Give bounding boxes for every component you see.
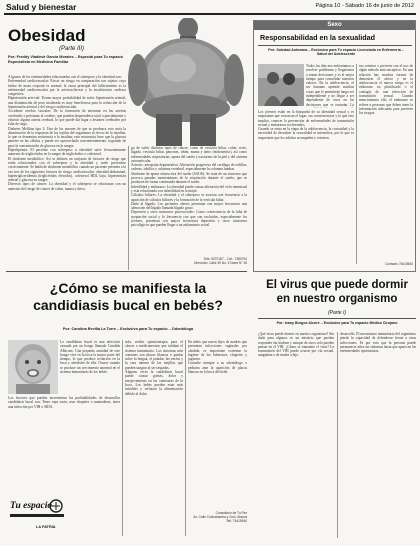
obesidad-col2: go de sufrir distintos tipos de cáncer, como de vesícula biliar, colon, recto, hígado, vesícula biliar, páncreas, riñón, mama y útero (endometrio), así como enfermedades respiratorias, apnea del sueño y trastornos de la piel y del sistema osteoarticular. Artrosis: artropatía degenerativa: Alteración progresiva del cartílago de rodillas, caderas, tobillos y columna vertebral, especialmente la columna lumbar. Síndrome de apnea obstructiva del sueño (SAOS): Se trata de un trastorno que provoca paradas momentáneas de la respiración durante el sueño, que se producen de forma continuada durante el sueño. Infertilidad y embarazo: La obesidad puede causar alteración del ciclo menstrual y esta relacionada con infertilidad en la mujer. Cálculos biliares: La obesidad y el sobrepeso se asocian con frecuencia a la aparición de cálculos biliares y la formación de la vesícula biliar. Daño al hígado: Los pacientes obesos presentan con mayor frecuencia una alteración del hígado llamada hígado graso. Depresión y otros trastornos psicosociales: Como consecuencia de la falta de aceptación social y la frecuencia con que son excluidos, especialmente los jóvenes, presentan con mayor frecuencia depresión y otros trastornos psicológicos que pueden llegar a un aislamiento social. (131, 146, 247, 228)
candidiasis-col1-top: La candidiasis bucal es una infección causada por un hongo llamado Candida Albicans. Una pequeña cantidad de este hongo vive en la boca la mayor parte del tiempo, lo que produce irritación en la boca y alrededor de ella. Ocurre cuando se produce un crecimiento anormal en el sistema inmunitario de los bebés. (60, 340, 120, 375)
vih-title: El virus que puede dormir en nuestro organismo (266, 279, 408, 305)
obesidad-part: (Parte III) (59, 46, 85, 52)
sexo-tag: Sexo (254, 21, 415, 30)
column-divider (337, 332, 338, 538)
candidiasis-title: ¿Cómo se manifiesta la candidiasis bucal en bebés? (33, 280, 223, 313)
candidiasis-col3: En niños que nacen hijos de madres que presentan infecciones vaginales por cándida, es importante extremar la higiene de los biberones, chupetes y juguetes. Consulte siempre a su odontólogo o pediatra ante la aparición de placas blancas en la boca del bebé. (188, 340, 247, 375)
logo-tagline: LA PATRIA (36, 525, 56, 529)
section-rule (258, 318, 416, 319)
sexo-rule (258, 45, 412, 46)
page-date-info: Página 10 - Sábado 16 de junio de 2012 (315, 3, 414, 9)
column-divider (128, 146, 129, 270)
obese-person-photo (126, 18, 246, 146)
obesidad-credit: Tele: 5237187 – Cel.: 7380794 Dirección: Calle 39 No. 5 Norte N° 26 (194, 257, 247, 265)
candidiasis-byline: Por: Carolina Revilla La Torre – Exclusivo para Tu espacio – Odontóloga (62, 327, 194, 331)
sexo-col1: Los jóvenes están en la búsqueda de su identidad sexual y es importante que conozcan el lugar, sus consecuencias y lo que esto implica, conocer la prevención de enfermedades de transmisión sexual y embarazos no deseados. Cuando se entra en la etapa de la adolescencia, la curiosidad y la necesidad de descubrir la sexualidad se intensifica, por lo que es importante que los adultos acompañen y orienten. (258, 110, 354, 140)
sexo-title: Responsabilidad en la sexualidad (260, 33, 376, 42)
obesidad-title: Obesidad (8, 26, 86, 45)
candidiasis-col2: sida, recibir quimioterapia para el cáncer o medicamentos que inhiban el sistema inmunitario. Los síntomas más comunes son placas blancas o pardas sobre la lengua, el paladar, las encías y la cara interna de las mejillas que pueden sangrar al ser raspadas. Algunas veces la candidiasis bucal puede causar grietas, dolor y enrojecimiento en las comisuras de la boca. Los bebés pueden estar más irritables y rechazar la alimentación debido al dolor. (125, 340, 183, 396)
vih-col1: ¿Qué virus puede dormir en nuestro organismo? Sin duda para algunos es un misterio que pueden responder sin titubear y aunque de otros solo pueden pensar en el VIH. ¿Cómo se transmite el virus? La transmisión del VIH puede ocurrir por vía sexual, sanguínea o de madre a hijo. (258, 332, 334, 358)
obesidad-byline: Por: Freddy Vladimir García Morales – Especial para Tu espacio Especialista en Medicina Familiar (8, 55, 123, 64)
section-rule (6, 271, 247, 272)
sexo-credit: Contacto 76415540 (385, 262, 413, 266)
sexo-col1-top: Todos los días nos enfrentamos a resolver problemas y llegaremos a tomar decisiones y es el mejor tiempo para consolidar nuestros valores. En la adolescencia, el ser humano aprende muchas cosas que le permitirán luego ser independiente y no llegar a ser dependiente de otros en las decisiones que se tomarán. La (306, 64, 354, 107)
candidiasis-col1: Los factores que pueden incrementar las probabilidades de desarrollar candidiasis bucal son: Tener ropa sucia, usar chupetes o mamaderas, tener una infección por VIH o SIDA. (8, 396, 120, 409)
obesidad-col1: A lgunos de los enfermedades relacionadas con el sobrepeso y la obesidad son: Enfermedad cardiovascular: Existe un riesgo en comparación con sujetos cuyo índice de masa corporal es normal; la causa principal del fallecimiento es la enfermedad cardiovascular por la arteriosclerosis y la insuficiencia cardiaca congestiva. Hipertensión arte-rial: Tienen mayor probabilidad de sufrir hipertensión arterial, una disminución de peso moderada es muy beneficiosa para la reducción de la hipertensión arterial y del riesgo cardiovascular. Accidente cerebro vascular: De la formación de ateromas en las arterias cerebrales o próximas al cerebro, que pueden desprenderse total o parcialmente y obstruir alguna arteria cerebral, lo que puede dar lugar a lesiones cerebrales por falta de riego. Diabetes Mellitus tipo 2: Una de las razones de que se produzca esto sería la disminución de la respuesta de los tejidos del organismo al efecto de la insulina, lo que se denomina resistencia a la insulina; esta resistencia hace que la glucosa penetre en las células y puede ser aprovechada convenientemente, logrando de paso la concentración de glucosa en la sangre. Hiperlipemia: El paciente con sobrepeso u obesidad sufre frecuentemente aumento de triglicéridos en la sangre de triglicéridos o colesterol. El síndrome metabólico: Así se definen un conjunto de factores de riesgo que están relacionados con el sobrepeso y la obesidad y suele prevenirse correctamente. Se habla de síndrome metabólico cuando un paciente presenta a la vez tres de los siguientes factores de riesgo cardiovascular: obesidad abdominal, hipertrigliceridemia (triglicéridos elevados), colesterol HDL bajo, hipertensión arterial y glucosa en sangre. Diversos tipos de cáncer: La obesidad y el sobrepeso se relacionan con un aumento del riesgo de cáncer de colon, mama y útero. (8, 75, 126, 191)
column-divider (356, 64, 357, 264)
column-divider (122, 340, 123, 536)
vih-byline: Por: Ivany Burgos Alcoré – Exclusivo para Tu espacio Médico Cirujano (276, 321, 398, 325)
vih-part: (Parte I) (327, 310, 347, 316)
sexo-col2: mo orientar o prevenir con el uso de algún método anticonceptivo. En una relación hay muchas formas de demostrar el afecto y en la adolescencia el mayor riesgo es el embarazo no planificado o el contagio de una infección de transmisión sexual. Cuando mencionamos ello, el embarazo se refiere a personas que deben tener la información adecuada para prevenir los riesgos. (359, 64, 413, 116)
sexo-byline: Por: Soledad Antezana – Exclusivo para Tu espacio Licenciada en Enfermería – Salud del Adolescente (268, 48, 404, 57)
couple-photo (258, 64, 304, 106)
baby-photo (8, 340, 58, 394)
header-rule (4, 13, 416, 15)
section-title: Salud y bienestar (6, 2, 77, 12)
column-divider (185, 340, 186, 536)
logo-name: Tu espacio (10, 501, 53, 511)
vih-col2: desarrollo. El mecanismo inmunitario del organismo pierde la capacidad de defenderse frente a otras infecciones. Es por esto que la persona puede permanecer años sin síntomas hasta que aparecen las enfermedades oportunistas. (340, 332, 416, 354)
candidiasis-credit: Consultorio de Tu Pez Av. Calle Cochabamba y Cnel. Alacoa Telf. 76415540 (193, 511, 247, 523)
